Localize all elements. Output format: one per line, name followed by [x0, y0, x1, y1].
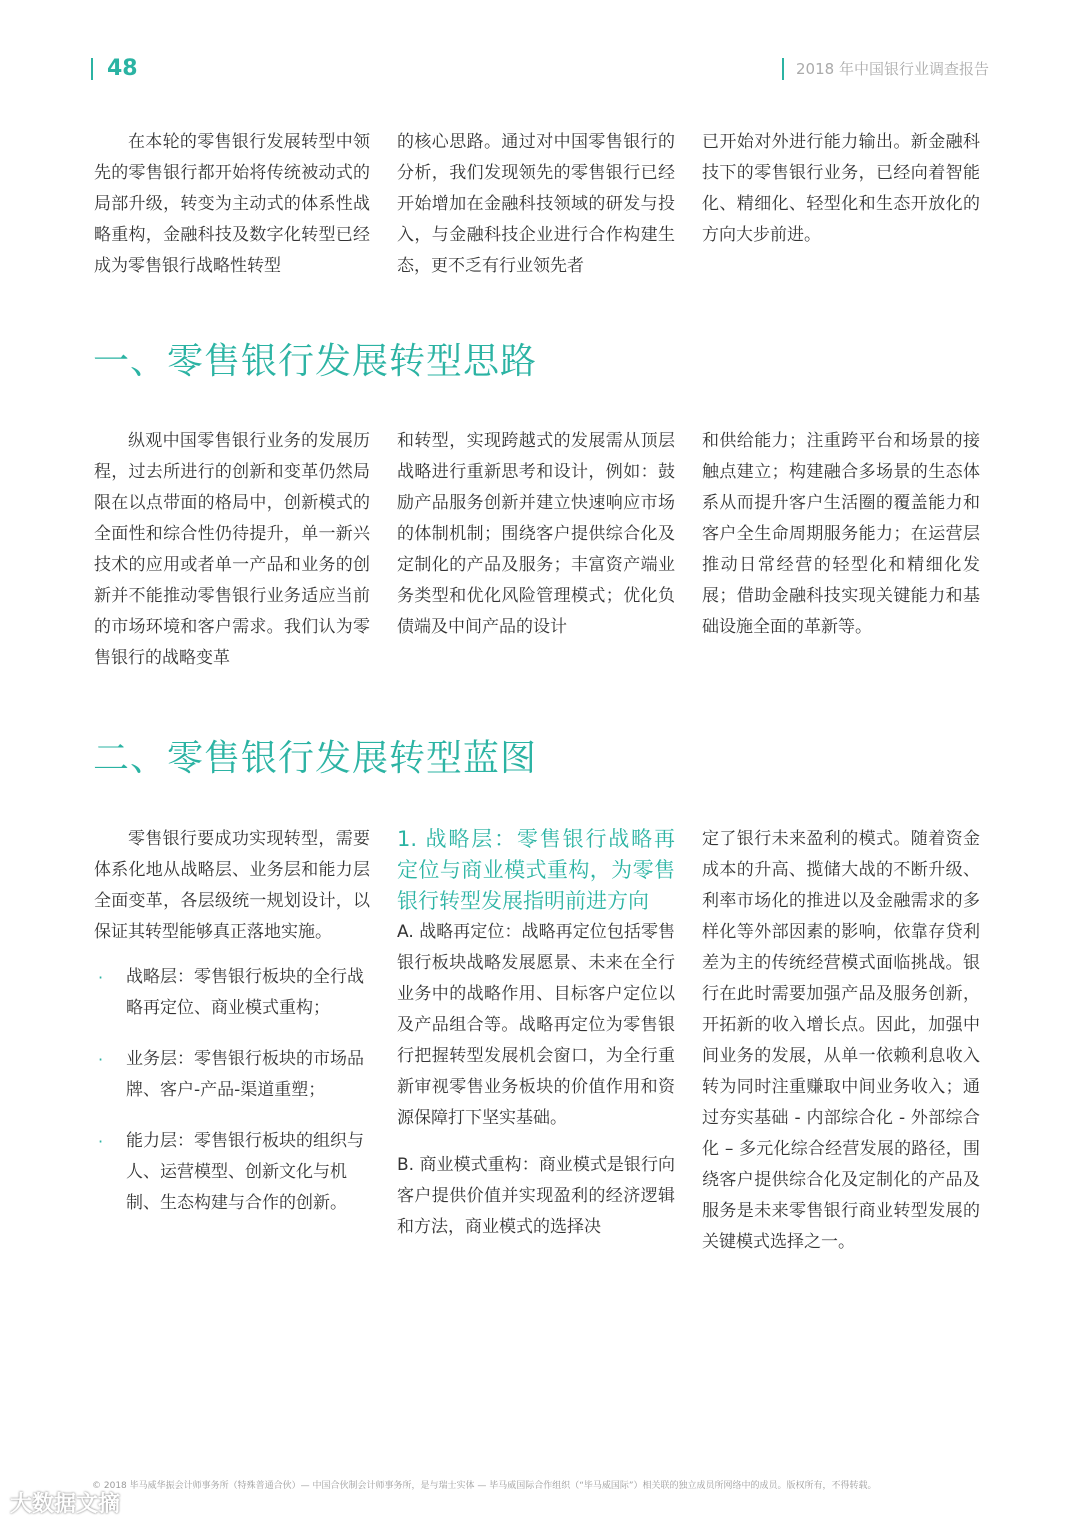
section-1-title: 一、零售银行发展转型思路: [93, 341, 538, 382]
section-1-paragraph-2: 和转型，实现跨越式的发展需从顶层战略进行重新思考和设计，例如：鼓励产品服务创新并建立快速响应市场的体制机制；围绕客户提供综合化及定制化的产品及服务；丰富资产端业务类型和优化风险管理模式；优化负债端及中间产品的设计: [397, 431, 675, 637]
section-2-paragraph-3: 定了银行未来盈利的模式。随着资金成本的升高、揽储大战的不断升级、利率市场化的推进以及金融需求的多样化等外部因素的影响，依靠存贷利差为主的传统经营模式面临挑战。银行在此时需要加强产品及服务创新，开拓新的收入增长点。因此，加强中间业务的发展，从单一依赖利息收入转为同时注重赚取中间业务收入；通过夯实基础 - 内部综合化 - 外部综合化 – 多元化综合经营发展的路径，围绕客户提供综合化及定制化的产品及服务是未来零售银行商业转型发展的关键模式选择之一。: [702, 829, 980, 1252]
section-2-column-2: [397, 824, 675, 1243]
list-item: [94, 1126, 370, 1219]
header-divider-left: [91, 58, 93, 80]
intro-paragraph-2: 的核心思路。通过对中国零售银行的分析，我们发现领先的零售银行已经开始增加在金融科技领域的研发与投入，与金融科技企业进行合作构建生态，更不乏有行业领先者: [397, 132, 675, 276]
list-item-text: 能力层：零售银行板块的组织与人、运营模型、创新文化与机制、生态构建与合作的创新。: [126, 1131, 364, 1213]
strategic-repositioning-paragraph: A. 战略再定位：战略再定位包括零售银行板块战略发展愿景、未来在全行业务中的战略作用、目标客户定位以及产品组合等。战略再定位为零售银行把握转型发展机会窗口，为全行重新审视零售业务板块的价值作用和资源保障打下坚实基础。: [397, 922, 675, 1128]
list-item-text: 业务层：零售银行板块的市场品牌、客户-产品-渠道重塑；: [126, 1049, 364, 1100]
section-1-column-3: [702, 426, 980, 643]
business-model-paragraph: B. 商业模式重构：商业模式是银行向客户提供价值并实现盈利的经济逻辑和方法，商业模式的选择决: [397, 1155, 675, 1237]
strategy-layer-heading: 1. 战略层：零售银行战略再定位与商业模式重构，为零售银行转型发展指明前进方向: [397, 827, 675, 913]
section-2-column-3: [702, 824, 980, 1258]
intro-column-2: [397, 127, 675, 282]
section-1-column-1: [94, 426, 370, 674]
intro-paragraph-3: 已开始对外进行能力输出。新金融科技下的零售银行业务，已经向着智能化、精细化、轻型化和生态开放化的方向大步前进。: [702, 132, 980, 245]
watermark-logo: 大数据文摘: [10, 1492, 121, 1517]
section-1-paragraph-3: 和供给能力；注重跨平台和场景的接触点建立；构建融合多场景的生态体系从而提升客户生活圈的覆盖能力和客户全生命周期服务能力；在运营层推动日常经营的轻型化和精细化发展；借助金融科技实现关键能力和基础设施全面的革新等。: [702, 431, 980, 637]
list-item: [94, 1044, 370, 1106]
list-item: [94, 962, 370, 1024]
intro-column-1: [94, 127, 370, 282]
intro-column-3: [702, 127, 980, 251]
section-1-paragraph-1: 纵观中国零售银行业务的发展历程，过去所进行的创新和变革仍然局限在以点带面的格局中，创新模式的全面性和综合性仍待提升，单一新兴技术的应用或者单一产品和业务的创新并不能推动零售银行业务适应当前的市场环境和客户需求。我们认为零售银行的战略变革: [94, 431, 370, 668]
section-2-column-1: [94, 824, 370, 1239]
intro-paragraph-1: 在本轮的零售银行发展转型中领先的零售银行都开始将传统被动式的局部升级，转变为主动式的体系性战略重构，金融科技及数字化转型已经成为零售银行战略性转型: [94, 132, 370, 276]
section-2-title: 二、零售银行发展转型蓝图: [93, 738, 538, 779]
report-title: 2018 年中国银行业调查报告: [796, 60, 989, 78]
copyright-notice: © 2018 毕马威华振会计师事务所（特殊普通合伙）— 中国合伙制会计师事务所，是与瑞士实体 — 毕马威国际合作组织（“毕马威国际”）相关联的独立成员所网络中的成员。版权所有，不得转载。: [92, 1481, 877, 1491]
bullet-icon: ·: [98, 1050, 104, 1069]
header-divider-right: [782, 58, 784, 80]
bullet-icon: ·: [98, 1132, 104, 1151]
page-number: 48: [107, 56, 138, 81]
section-2-intro-paragraph: 零售银行要成功实现转型，需要体系化地从战略层、业务层和能力层全面变革，各层级统一规划设计，以保证其转型能够真正落地实施。: [94, 829, 370, 942]
transformation-layer-list: [94, 962, 370, 1219]
bullet-icon: ·: [98, 968, 104, 987]
list-item-text: 战略层：零售银行板块的全行战略再定位、商业模式重构；: [126, 967, 364, 1018]
section-1-column-2: [397, 426, 675, 643]
